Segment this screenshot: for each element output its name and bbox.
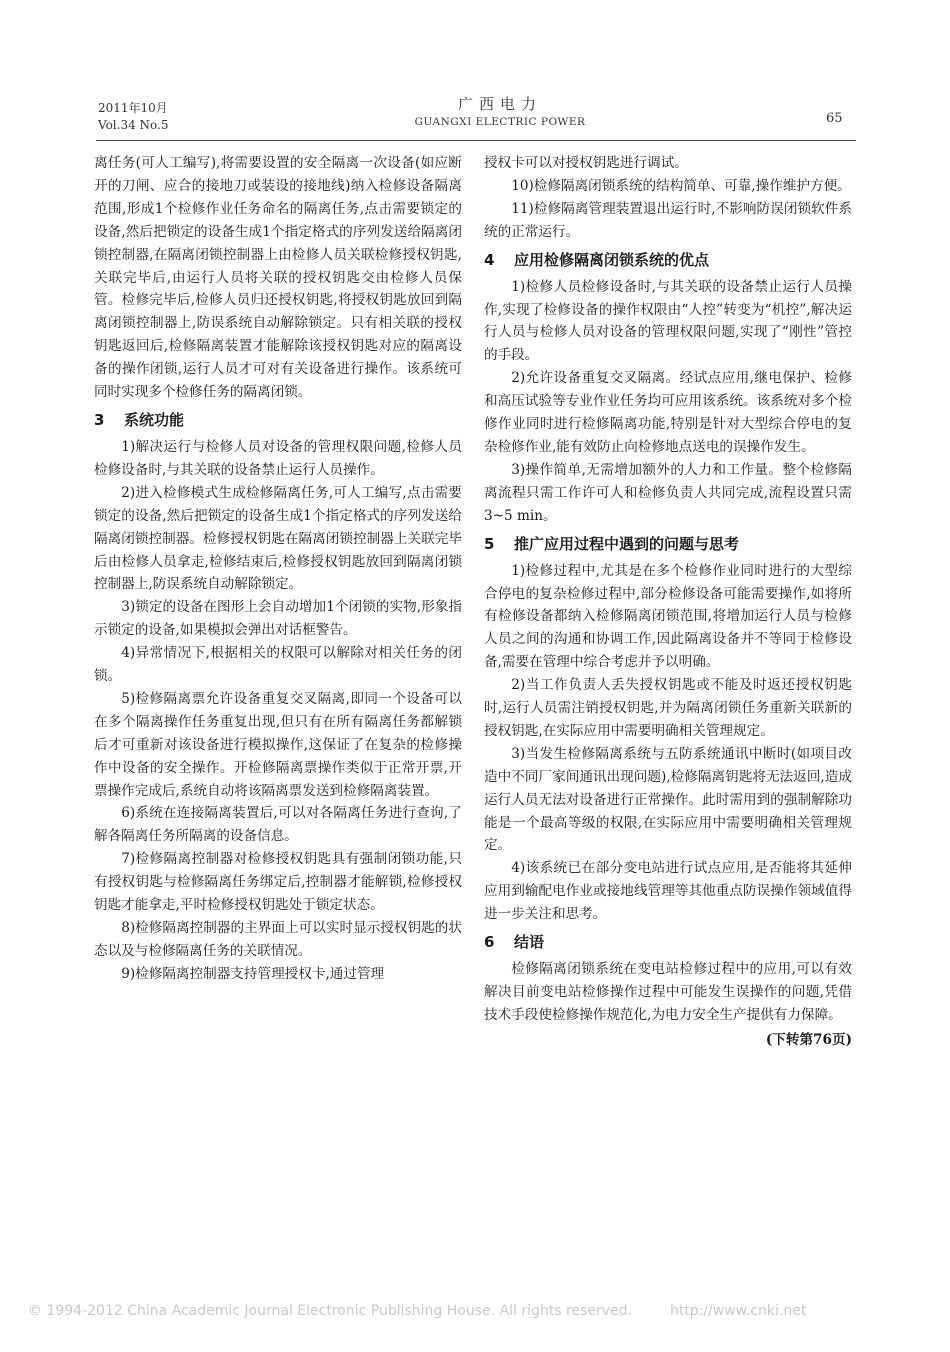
continued-note: (下转第76页) — [765, 1031, 852, 1048]
journal-masthead — [380, 94, 620, 130]
list-item: 4)该系统已在部分变电站进行试点应用,是否能将其延伸应用到输配电作业或接地线管理等其他重点防误操作领域值得进一步关注和思考。 — [484, 860, 852, 923]
journal-title-en: GUANGXI ELECTRIC POWER — [414, 116, 586, 128]
section-title: 应用检修隔离闭锁系统的优点 — [514, 250, 710, 269]
body-paragraph: 检修隔离闭锁系统在变电站检修过程中的应用,可以有效解决目前变电站检修操作过程中可能发生误操作的问题,凭借技术手段使检修操作规范化,为电力安全生产提供有力保障。 — [484, 961, 852, 1023]
header-date: 2011年10月 — [98, 101, 168, 115]
footer-url: http://www.cnki.net — [669, 1303, 807, 1319]
copyright-text: © 1994-2012 China Academic Journal Electronic Publishing House. All rights reserved. — [28, 1303, 632, 1319]
body-paragraph: 授权卡可以对授权钥匙进行调试。 — [484, 155, 688, 171]
list-item: 2)进入检修模式生成检修隔离任务,可人工编写,点击需要锁定的设备,然后把锁定的设备生成1个指定格式的序列发送给隔离闭锁控制器。检修授权钥匙在隔离闭锁控制器上关联完毕后由检修人员拿走,检修结束后,检修授权钥匙放回到隔离闭锁控制器上,防误系统自动解除锁定。 — [94, 484, 462, 593]
list-item: 10)检修隔离闭锁系统的结构简单、可靠,操作维护方便。 — [511, 177, 851, 194]
section-heading-6 — [484, 931, 852, 953]
left-column — [94, 152, 462, 986]
journal-title-cn: 广西电力 — [457, 95, 542, 113]
list-item: 11)检修隔离管理装置退出运行时,不影响防误闭锁软件系统的正常运行。 — [484, 200, 852, 240]
section-title: 结语 — [514, 933, 545, 952]
list-item: 4)异常情况下,根据相关的权限可以解除对相关任务的闭锁。 — [94, 645, 462, 685]
section-title: 推广应用过程中遇到的问题与思考 — [514, 534, 740, 553]
header-divider — [96, 140, 856, 141]
section-heading-4 — [484, 249, 852, 271]
list-item: 1)检修过程中,尤其是在多个检修作业同时进行的大型综合停电的复杂检修过程中,部分检修设备可能需要操作,如将所有检修设备都纳入检修隔离闭锁范围,将增加运行人员与检修人员之间的沟通和协调工作,因此隔离设备并不等同于检修设备,需要在管理中综合考虑并予以明确。 — [484, 562, 852, 671]
header-issue-info — [98, 100, 169, 134]
section-number: 6 — [484, 933, 495, 952]
page-number: 65 — [826, 111, 843, 126]
list-item: 1)检修人员检修设备时,与其关联的设备禁止运行人员操作,实现了检修设备的操作权限由“人控”转变为“机控”,解决运行人员与检修人员对设备的管理权限问题,实现了“刚性”管控的手段。 — [484, 278, 852, 364]
section-heading-5 — [484, 533, 852, 555]
footer-watermark — [28, 1303, 928, 1319]
section-title: 系统功能 — [124, 410, 185, 429]
header-volume: Vol.34 No.5 — [98, 118, 169, 132]
list-item: 5)检修隔离票允许设备重复交叉隔离,即同一个设备可以在多个隔离操作任务重复出现,但只有在所有隔离任务都解锁后才可重新对该设备进行模拟操作,这保证了在复杂的检修操作中设备的安全操作。开检修隔离票操作类似于正常开票,开票操作完成后,系统自动将该隔离票发送到检修隔离装置。 — [94, 690, 462, 799]
list-item: 3)操作简单,无需增加额外的人力和工作量。整个检修隔离流程只需工作许可人和检修负责人共同完成,流程设置只需3~5 min。 — [484, 461, 852, 524]
list-item: 7)检修隔离控制器对检修授权钥匙具有强制闭锁功能,只有授权钥匙与检修隔离任务绑定后,控制器才能解锁,检修授权钥匙才能拿走,平时检修授权钥匙处于锁定状态。 — [94, 851, 462, 914]
list-item: 9)检修隔离控制器支持管理授权卡,通过管理 — [121, 965, 385, 982]
section-heading-3 — [94, 409, 462, 431]
section-number: 3 — [94, 410, 105, 429]
list-item: 3)当发生检修隔离系统与五防系统通讯中断时(如项目改造中不同厂家间通讯出现问题),检修隔离钥匙将无法返回,造成运行人员无法对设备进行正常操作。此时需用到的强制解除功能是一个最高等级的权限,在实际应用中需要明确相关管理规定。 — [484, 745, 852, 854]
list-item: 8)检修隔离控制器的主界面上可以实时显示授权钥匙的状态以及与检修隔离任务的关联情况。 — [94, 920, 462, 959]
list-item: 3)锁定的设备在图形上会自动增加1个闭锁的实物,形象指示锁定的设备,如果模拟会弹出对话框警告。 — [94, 599, 462, 639]
list-item: 1)解决运行与检修人员对设备的管理权限问题,检修人员检修设备时,与其关联的设备禁止运行人员操作。 — [94, 438, 462, 478]
list-item: 2)允许设备重复交叉隔离。经试点应用,继电保护、检修和高压试验等专业作业任务均可应用该系统。该系统对多个检修作业同时进行检修隔离功能,特别是针对大型综合停电的复杂检修作业,能有效防止向检修地点送电的误操作发生。 — [484, 370, 852, 455]
list-item: 2)当工作负责人丢失授权钥匙或不能及时返还授权钥匙时,运行人员需注销授权钥匙,并为隔离闭锁任务重新关联新的授权钥匙,在实际应用中需要明确相关管理规定。 — [484, 677, 852, 739]
body-paragraph: 离任务(可人工编写),将需要设置的安全隔离一次设备(如应断开的刀闸、应合的接地刀或装设的接地线)纳入检修设备隔离范围,形成1个检修作业任务命名的隔离任务,点击需要锁定的设备,然后把锁定的设备生成1个指定格式的序列发送给隔离闭锁控制器,在隔离闭锁控制器上由检修人员关联检修授权钥匙,关联完毕后,由运行人员将关联的授权钥匙交由检修人员保管。检修完毕后,检修人员归还授权钥匙,将授权钥匙放回到隔离闭锁控制器上,防误系统自动解除锁定。只有相关联的授权钥匙返回后,检修隔离装置才能解除该授权钥匙对应的隔离设备的操作闭锁,运行人员才可对有关设备进行操作。该系统可同时实现多个检修任务的隔离闭锁。 — [94, 155, 462, 401]
section-number: 4 — [484, 250, 495, 269]
right-column — [484, 152, 852, 1051]
list-item: 6)系统在连接隔离装置后,可以对各隔离任务进行查询,了解各隔离任务所隔离的设备信息。 — [94, 805, 462, 845]
section-number: 5 — [484, 534, 495, 553]
